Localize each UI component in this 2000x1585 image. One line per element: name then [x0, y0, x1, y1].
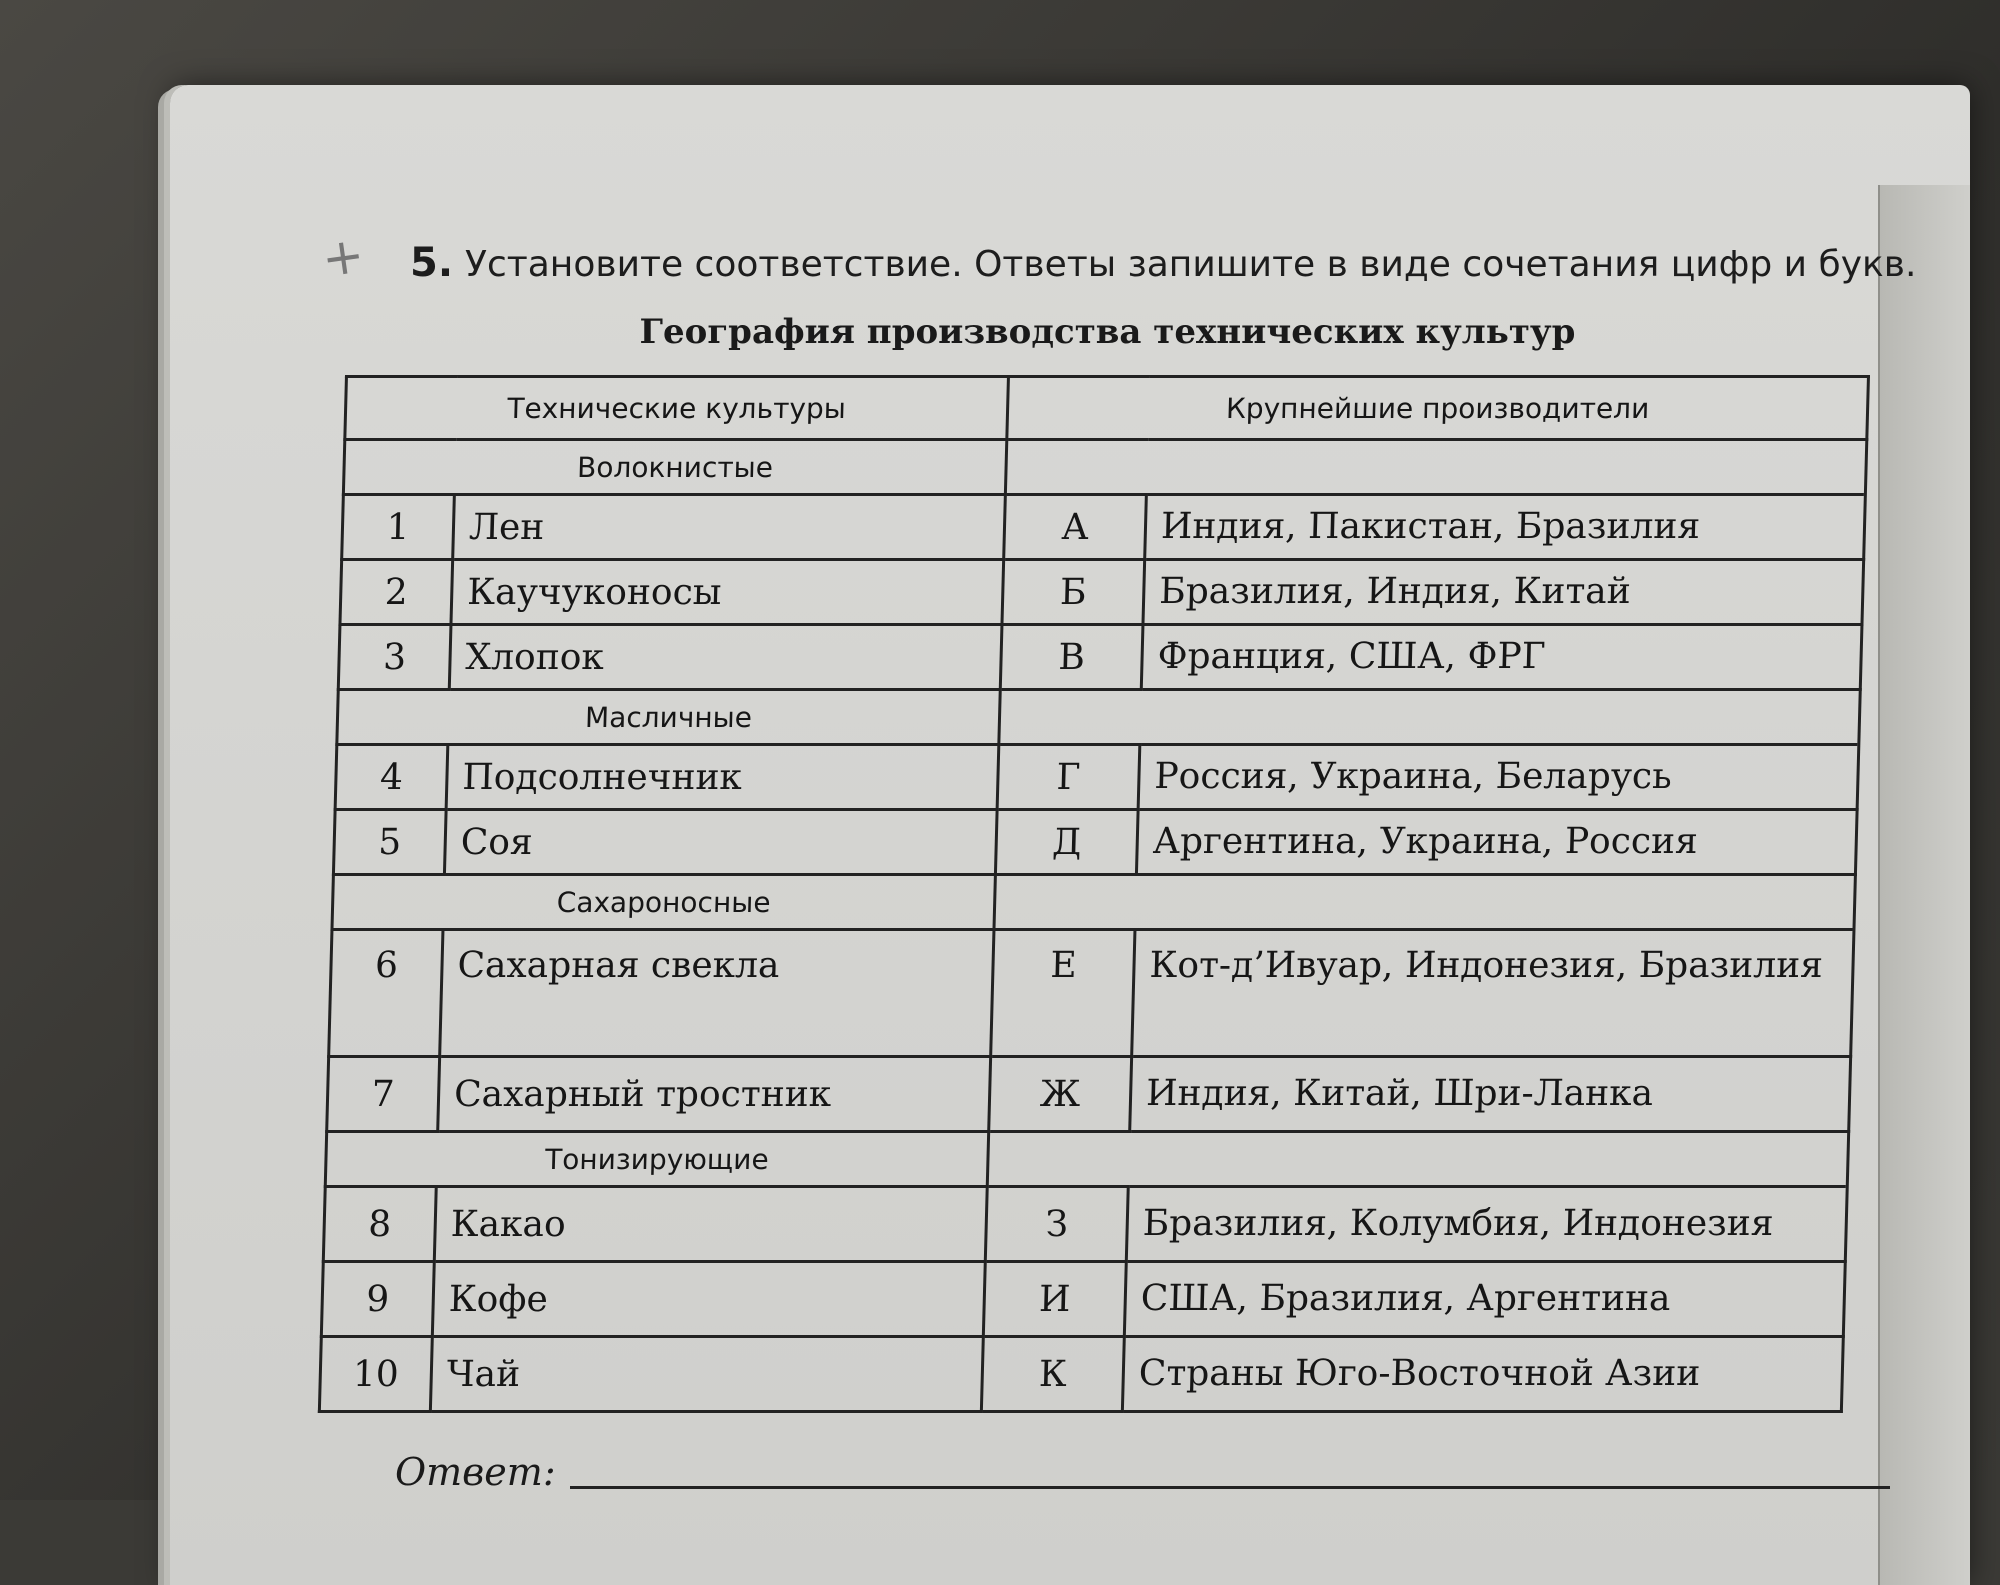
crop-name: Сахарный тростник: [438, 1057, 991, 1132]
producer-list: Бразилия, Индия, Китай: [1143, 560, 1864, 625]
table-title: География производства технических культур: [639, 312, 1576, 352]
producer-list: США, Бразилия, Аргентина: [1124, 1262, 1845, 1337]
row-letter: В: [1000, 625, 1143, 690]
row-letter: Ж: [989, 1057, 1132, 1132]
table-row: [338, 625, 1862, 690]
header-producers: Крупнейшие производители: [1007, 377, 1869, 440]
answer-label: Ответ:: [395, 1450, 556, 1494]
row-letter: Е: [991, 930, 1135, 1057]
header-crops: Технические культуры: [345, 377, 1009, 440]
category-label: Волокнистые: [343, 440, 1006, 495]
row-number: 4: [335, 745, 448, 810]
category-spacer: [1005, 440, 1866, 495]
crop-name: Каучуконосы: [451, 560, 1004, 625]
table-row: [329, 930, 1854, 1057]
task-heading: [410, 240, 1917, 286]
row-number: 5: [333, 810, 446, 875]
category-spacer: [994, 875, 1855, 930]
row-letter: Д: [995, 810, 1138, 875]
crops-table: [318, 375, 1870, 1413]
row-number: 6: [329, 930, 443, 1057]
crop-name: Кофе: [432, 1262, 985, 1337]
crop-name: Подсолнечник: [446, 745, 999, 810]
category-spacer: [999, 690, 1860, 745]
table-row: [335, 745, 1859, 810]
row-letter: З: [985, 1187, 1128, 1262]
crop-name: Хлопок: [449, 625, 1002, 690]
table-header-row: [345, 377, 1869, 440]
producer-list: Аргентина, Украина, Россия: [1136, 810, 1857, 875]
next-page-edge: [1878, 185, 1970, 1585]
producer-list: Индия, Пакистан, Бразилия: [1145, 495, 1866, 560]
task-number: 5.: [410, 240, 454, 286]
task-text: Установите соответствие. Ответы запишите в виде сочетания цифр и букв.: [465, 244, 1917, 285]
table-row: [321, 1262, 1845, 1337]
category-label: Масличные: [337, 690, 1000, 745]
category-spacer: [987, 1132, 1848, 1187]
producer-list: Страны Юго-Восточной Азии: [1122, 1337, 1843, 1412]
row-letter: К: [981, 1337, 1124, 1412]
row-number: 1: [342, 495, 455, 560]
row-letter: Б: [1002, 560, 1145, 625]
row-letter: А: [1004, 495, 1147, 560]
table-row: [340, 560, 1864, 625]
answer-input-line[interactable]: [570, 1486, 1890, 1489]
row-letter: И: [983, 1262, 1126, 1337]
crop-name: Лен: [453, 495, 1006, 560]
category-row: [337, 690, 1860, 745]
crop-name: Соя: [444, 810, 997, 875]
row-number: 7: [327, 1057, 440, 1132]
crop-name: Какао: [434, 1187, 987, 1262]
row-number: 10: [319, 1337, 432, 1412]
row-number: 9: [321, 1262, 434, 1337]
producer-list: Франция, США, ФРГ: [1141, 625, 1862, 690]
category-row: [332, 875, 1855, 930]
producer-list: Россия, Украина, Беларусь: [1138, 745, 1859, 810]
category-label: Тонизирующие: [325, 1132, 988, 1187]
producer-list: Индия, Китай, Шри-Ланка: [1130, 1057, 1851, 1132]
row-number: 3: [338, 625, 451, 690]
row-letter: Г: [997, 745, 1140, 810]
table-row: [342, 495, 1866, 560]
crop-name: Сахарная свекла: [440, 930, 994, 1057]
table-row: [327, 1057, 1851, 1132]
table-row: [333, 810, 1857, 875]
answer-line: [395, 1450, 1875, 1494]
category-label: Сахароносные: [332, 875, 995, 930]
table-row: [323, 1187, 1847, 1262]
row-number: 8: [323, 1187, 436, 1262]
row-number: 2: [340, 560, 453, 625]
category-row: [325, 1132, 1848, 1187]
producer-list: Кот-д’Ивуар, Индонезия, Бразилия: [1132, 930, 1854, 1057]
crop-name: Чай: [430, 1337, 983, 1412]
table-row: [319, 1337, 1843, 1412]
producer-list: Бразилия, Колумбия, Индонезия: [1126, 1187, 1847, 1262]
pencil-mark: +: [318, 225, 368, 289]
category-row: [343, 440, 1866, 495]
